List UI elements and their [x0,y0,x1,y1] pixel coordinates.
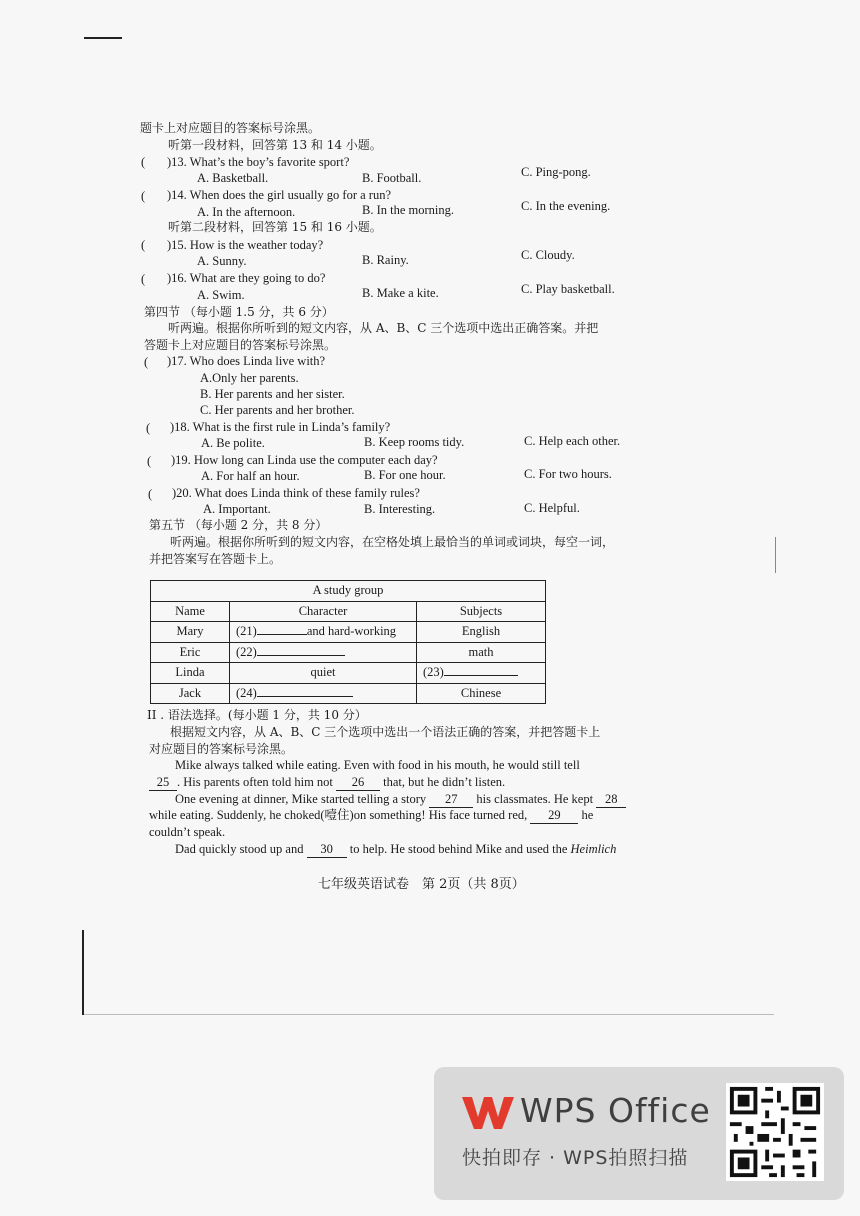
q18-stem: )18. What is the first rule in Linda’s family? [170,420,391,434]
q17-option-a: A.Only her parents. [200,371,299,385]
blank-25: 25 [149,774,177,791]
header-name: Name [151,601,230,622]
passage-text: Dad quickly stood up and [175,842,304,856]
character-text: and hard-working [306,624,397,639]
qr-code-icon [726,1083,824,1181]
passage-text: to help. He stood behind Mike and used the [349,842,568,856]
passage-text: . His parents often told him not [177,775,333,789]
passage-line-6 [175,841,616,858]
blank-30: 30 [307,841,347,858]
q13-option-c: C. Ping-pong. [521,165,591,179]
section5-title: 第五节 （每小题 2 分，共 8 分） [149,518,328,532]
row-name: Eric [151,642,230,663]
q19-option-c: C. For two hours. [524,467,612,481]
blank-29: 29 [530,807,578,824]
passage-line-3 [175,791,626,808]
q14-option-a: A. In the afternoon. [197,205,296,219]
wps-brand: WPS Office [520,1091,711,1130]
blank-number: (22) [236,644,257,659]
part2-title: II . 语法选择。(每小题 1 分，共 10 分） [147,708,367,722]
q15-option-a: A. Sunny. [197,254,247,268]
q17-stem: )17. Who does Linda live with? [167,354,326,368]
blank-number: (24) [236,685,257,700]
table-header-row [151,601,546,622]
section5-instruction-1: 听两遍。根据你所听到的短文内容，在空格处填上最恰当的单词或词块，每空一词， [170,535,615,549]
q19-option-b: B. For one hour. [364,468,446,482]
page-footer: 七年级英语试卷 第 2页（共 8页） [318,877,525,892]
q20-option-b: B. Interesting. [364,502,436,516]
q14-option-c: C. In the evening. [521,199,611,213]
scan-mark-top-left [84,37,122,39]
passage-line-2 [149,774,505,791]
q17-option-c: C. Her parents and her brother. [200,403,355,417]
passage-line-5: couldn’t speak. [149,825,226,839]
q20-option-a: A. Important. [203,502,271,516]
study-group-table [150,580,546,704]
blank-number: (21) [236,624,257,639]
part2-instruction-1: 根据短文内容，从 A、B、C 三个选项中选出一个语法正确的答案，并把答题卡上 [170,725,601,739]
q16-option-c: C. Play basketball. [521,282,615,296]
answer-blank [257,634,307,635]
q19-stem: )19. How long can Linda use the computer each day? [171,453,438,467]
passage-line-1: Mike always talked while eating. Even with food in his mouth, he would still tell [175,758,580,772]
header-subjects: Subjects [417,601,546,622]
passage-text: his classmates. He kept [476,792,594,806]
answer-blank [444,675,518,676]
row-subject [417,663,546,684]
scan-edge-bottom [84,1014,774,1015]
part3-intro-2: 听第二段材料，回答第 15 和 16 小题。 [168,220,382,234]
table-title-row [151,581,546,602]
q18-option-b: B. Keep rooms tidy. [364,435,465,449]
q13-paren: ( [141,155,146,169]
wps-tagline: 快拍即存 · WPS拍照扫描 [462,1147,689,1169]
q16-paren: ( [141,272,146,286]
q13-option-b: B. Football. [362,171,422,185]
q20-stem: )20. What does Linda think of these family rules? [172,486,420,500]
part3-intro-1: 听第一段材料，回答第 13 和 14 小题。 [168,138,382,152]
answer-blank [257,655,345,656]
q15-option-b: B. Rainy. [362,253,409,267]
row-name: Mary [151,622,230,643]
q20-option-c: C. Helpful. [524,501,580,515]
blank-number: (23) [423,665,444,680]
table-row [151,642,546,663]
q15-stem: )15. How is the weather today? [167,238,324,252]
row-subject: math [417,642,546,663]
q19-option-a: A. For half an hour. [201,469,300,483]
table-row [151,683,546,704]
q18-option-c: C. Help each other. [524,434,621,448]
scan-mark-right [775,537,776,573]
passage-line-4 [149,807,593,824]
q18-option-a: A. Be polite. [201,436,265,450]
section4-instruction-1: 听两遍。根据你所听到的短文内容，从 A、B、C 三个选项中选出正确答案。并把 [168,321,599,335]
passage-text: One evening at dinner, Mike started telling a story [175,792,427,806]
q18-paren: ( [146,421,151,435]
blank-26: 26 [336,774,380,791]
row-subject: Chinese [417,683,546,704]
row-character [230,622,417,643]
q13-stem: )13. What’s the boy’s favorite sport? [167,155,350,169]
q14-stem: )14. When does the girl usually go for a run? [167,188,392,202]
q19-paren: ( [147,454,152,468]
table-row [151,622,546,643]
q14-paren: ( [141,189,146,203]
section5-instruction-2: 并把答案写在答题卡上。 [149,552,282,566]
header-character: Character [230,601,417,622]
q20-paren: ( [148,487,153,501]
q16-option-b: B. Make a kite. [362,286,439,300]
passage-text-italic: Heimlich [570,842,617,856]
row-name: Linda [151,663,230,684]
row-name: Jack [151,683,230,704]
section4-instruction-2: 答题卡上对应题目的答案标号涂黑。 [144,338,337,352]
table-title: A study group [151,581,546,602]
section4-title: 第四节 （每小题 1.5 分，共 6 分） [144,305,334,319]
row-character: quiet [230,663,417,684]
q15-paren: ( [141,238,146,252]
q17-option-b: B. Her parents and her sister. [200,387,345,401]
table-row [151,663,546,684]
row-subject: English [417,622,546,643]
passage-text: while eating. Suddenly, he choked(噎住)on something! His face turned red, [149,808,528,822]
q16-option-a: A. Swim. [197,288,245,302]
passage-text: he [581,808,594,822]
answer-blank [257,696,353,697]
row-character [230,642,417,663]
row-character [230,683,417,704]
blank-27: 27 [429,791,473,808]
q16-stem: )16. What are they going to do? [167,271,326,285]
passage-text: that, but he didn’t listen. [383,775,506,789]
blank-28: 28 [596,791,626,808]
q13-option-a: A. Basketball. [197,171,269,185]
wps-watermark [434,1067,844,1200]
q17-paren: ( [144,355,149,369]
scan-mark-left [82,930,84,1015]
q14-option-b: B. In the morning. [362,203,455,217]
top-line: 题卡上对应题目的答案标号涂黑。 [140,121,321,135]
wps-logo-icon [460,1093,516,1133]
part2-instruction-2: 对应题目的答案标号涂黑。 [149,742,294,756]
q15-option-c: C. Cloudy. [521,248,575,262]
